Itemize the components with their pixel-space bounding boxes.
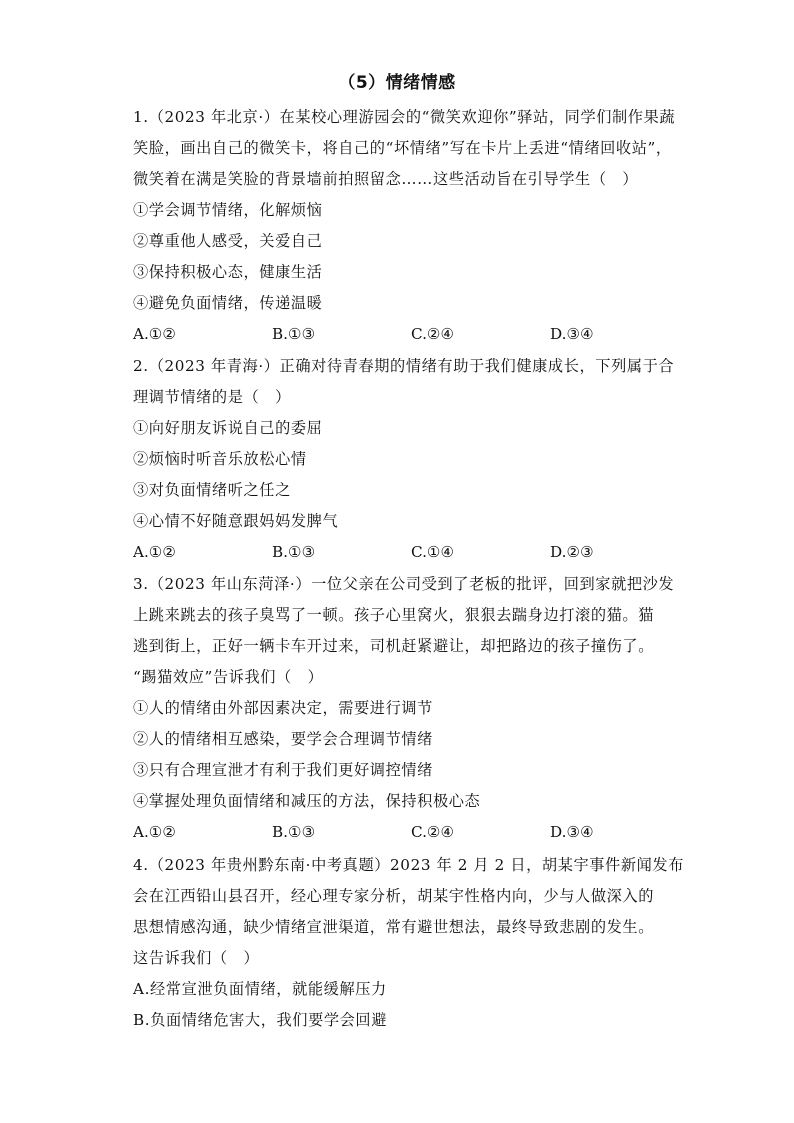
question-3-stem-line-2: 上跳来跳去的孩子臭骂了一顿。孩子心里窝火，狠狠去踹身边打滚的猫。猫	[133, 606, 654, 624]
question-1-option-a: A.①②	[133, 325, 177, 343]
question-2-option-b: B.①③	[272, 543, 316, 561]
question-2-option-d: D.②③	[550, 543, 594, 561]
question-1-item-4: ④避免负面情绪，传递温暖	[133, 294, 323, 312]
question-1-option-d: D.③④	[550, 325, 594, 343]
question-2-option-c: C.①④	[411, 543, 455, 561]
question-1-item-2: ②尊重他人感受，关爱自己	[133, 232, 323, 250]
question-3-option-b: B.①③	[272, 823, 316, 841]
question-4-stem-line-4: 这告诉我们（ ）	[133, 949, 260, 967]
question-3-item-4: ④掌握处理负面情绪和减压的方法，保持积极心态	[133, 792, 481, 810]
question-2-item-3: ③对负面情绪听之任之	[133, 481, 291, 499]
page-title: （5）情绪情感	[338, 73, 456, 93]
question-3-item-2: ②人的情绪相互感染，要学会合理调节情绪	[133, 730, 433, 748]
question-3-item-1: ①人的情绪由外部因素决定，需要进行调节	[133, 699, 433, 717]
question-1-stem-line-1: 1.（2023 年北京·）在某校心理游园会的“微笑欢迎你”驿站，同学们制作果蔬	[133, 108, 676, 126]
question-1-item-3: ③保持积极心态，健康生活	[133, 263, 323, 281]
question-1-option-b: B.①③	[272, 325, 316, 343]
question-2-stem-line-2: 理调节情绪的是（ ）	[133, 388, 291, 406]
question-4-stem-line-3: 思想情感沟通，缺少情绪宣泄渠道，常有避世想法，最终导致悲剧的发生。	[133, 918, 654, 936]
question-4-stem-line-1: 4.（2023 年贵州黔东南·中考真题）2023 年 2 月 2 日，胡某宇事件新闻发布	[133, 856, 684, 874]
question-2-item-4: ④心情不好随意跟妈妈发脾气	[133, 512, 339, 530]
question-4-option-a: A.经常宣泄负面情绪，就能缓解压力	[133, 980, 387, 998]
question-1-stem-line-2: 笑脸，画出自己的微笑卡，将自己的“坏情绪”写在卡片上丢进“情绪回收站”，	[133, 139, 672, 157]
question-3-stem-line-1: 3.（2023 年山东菏泽·）一位父亲在公司受到了老板的批评，回到家就把沙发	[133, 575, 675, 593]
question-2-item-1: ①向好朋友诉说自己的委屈	[133, 419, 323, 437]
question-3-stem-line-3: 逃到街上，正好一辆卡车开过来，司机赶紧避让，却把路边的孩子撞伤了。	[133, 637, 654, 655]
question-3-item-3: ③只有合理宣泄才有利于我们更好调控情绪	[133, 761, 433, 779]
question-2-item-2: ②烦恼时听音乐放松心情	[133, 450, 307, 468]
question-3-stem-line-4: “踢猫效应”告诉我们（ ）	[133, 668, 324, 686]
question-1-item-1: ①学会调节情绪，化解烦恼	[133, 201, 323, 219]
question-3-option-a: A.①②	[133, 823, 177, 841]
question-2-option-a: A.①②	[133, 543, 177, 561]
question-1-option-c: C.②④	[411, 325, 455, 343]
question-1-stem-line-3: 微笑着在满是笑脸的背景墙前拍照留念……这些活动旨在引导学生（ ）	[133, 170, 639, 188]
question-3-option-d: D.③④	[550, 823, 594, 841]
question-3-option-c: C.②④	[411, 823, 455, 841]
question-4-option-b: B.负面情绪危害大，我们要学会回避	[133, 1011, 388, 1029]
question-2-stem-line-1: 2.（2023 年青海·）正确对待青春期的情绪有助于我们健康成长，下列属于合	[133, 357, 675, 375]
question-4-stem-line-2: 会在江西铅山县召开，经心理专家分析，胡某宇性格内向，少与人做深入的	[133, 887, 654, 905]
